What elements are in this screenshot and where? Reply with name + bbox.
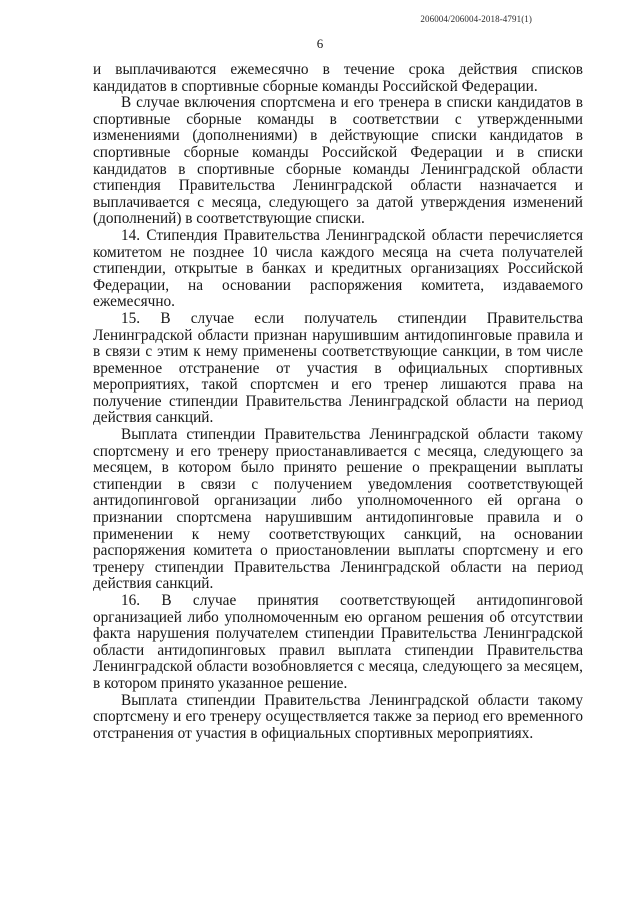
paragraph-item-14: 14. Стипендия Правительства Ленинградской области перечисляется комитетом не позднее 10 числа каждого месяца на счета получателей стипендии, открытые в банках и кредитных организациях Российской Федерации, на основании распоряжения комитета, издаваемого ежемесячно.: [93, 226, 583, 311]
paragraph-continuation: и выплачиваются ежемесячно в течение срока действия списков кандидатов в спортивные сборные команды Российской Федерации.: [93, 61, 583, 95]
paragraph-payment-for-suspension-period: Выплата стипендии Правительства Ленинградской области такому спортсмену и его тренеру осуществляется также за период его временного отстранения от участия в официальных спортивных мероприятиях.: [93, 691, 583, 742]
document-id: 206004/206004-2018-4791(1): [420, 14, 532, 24]
paragraph-payment-suspension: Выплата стипендии Правительства Ленинградской области такому спортсмену и его тренеру приостанавливается с месяца, следующего за месяцем, в котором было принято решение о прекращении выплаты стипендии в связи с получением уведомления соответствующей антидопинговой организации либо уполномоченного ей органа о признании спортсмена нарушившим антидопинговые правила и о применении к нему соответствующих санкций, на основании распоряжения комитета о приостановлении выплаты спортсмену и его тренеру стипендии Правительства Ленинградской области на период действия санкций.: [93, 426, 583, 593]
document-body: [93, 62, 583, 742]
paragraph-item-16: 16. В случае принятия соответствующей антидопинговой организацией либо уполномоченным ею органом решения об отсутствии факта нарушения получателем стипендии Правительства Ленинградской области антидопинговых правил выплата стипендии Правительства Ленинградской области возобновляется с месяца, следующего за месяцем, в котором принято указанное решение.: [93, 592, 583, 692]
paragraph-item-15: 15. В случае если получатель стипендии Правительства Ленинградской области признан нарушившим антидопинговые правила и в связи с этим к нему применены соответствующие санкции, в том числе временное отстранение от участия в официальных спортивных мероприятиях, такой спортсмен и его тренер лишаются права на получение стипендии Правительства Ленинградской области на период действия санкций.: [93, 309, 583, 427]
page-number: 6: [316, 36, 324, 51]
paragraph-inclusion-in-lists: В случае включения спортсмена и его тренера в списки кандидатов в спортивные сборные команды в соответствии с утвержденными изменениями (дополнениями) в действующие списки кандидатов в спортивные сборные команды Российской Федерации и в списки кандидатов в спортивные сборные команды Ленинградской области стипендия Правительства Ленинградской области назначается и выплачивается с месяца, следующего за датой утверждения изменений (дополнений) в соответствующие списки.: [93, 94, 583, 228]
